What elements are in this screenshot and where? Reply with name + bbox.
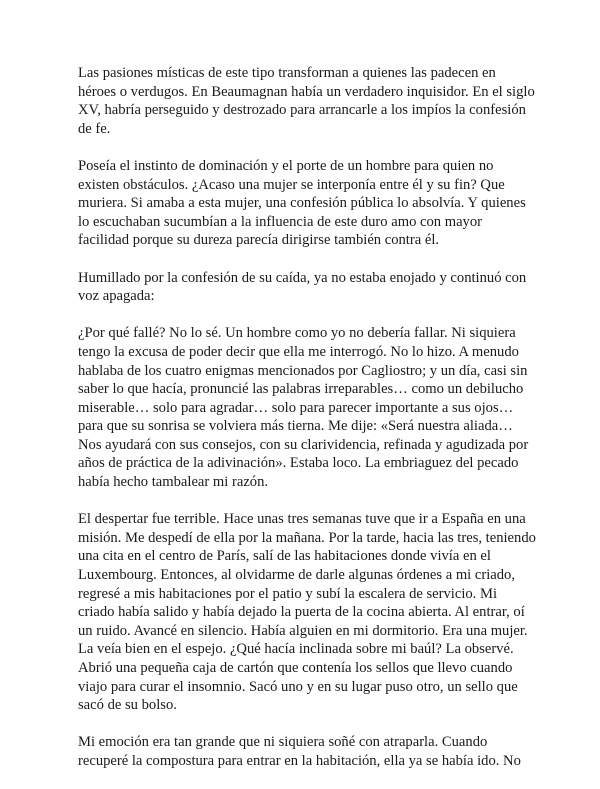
paragraph-5: El despertar fue terrible. Hace unas tres semanas tuve que ir a España en una misión. Me despedí de ella por la mañana. Por la tarde, hacia las tres, teniendo una cita en el centro de París, salí de las habitaciones donde vivía en el Luxembourg. Entonces, al olvidarme de darle algunas órdenes a mi criado, regresé a mis habitaciones por el patio y subí la escalera de servicio. Mi criado había salido y había dejado la puerta de la cocina abierta. Al entrar, oí un ruido. Avancé en silencio. Había alguien en mi dormitorio. Era una mujer. La veía bien en el espejo. ¿Qué hacía inclinada sobre mi baúl? La observé. Abrió una pequeña caja de cartón que contenía los sellos que llevo cuando viajo para curar el insomnio. Sacó uno y en su lugar puso otro, un sello que sacó de su bolso. xyxy=(78,511,536,714)
paragraph-3: Humillado por la confesión de su caída, ya no estaba enojado y continuó con voz apagada: xyxy=(78,269,527,305)
paragraph-2: Poseía el instinto de dominación y el porte de un hombre para quien no existen obstáculos. ¿Acaso una mujer se interponía entre él y su fin? Que muriera. Si amaba a esta mujer, una confesión pública lo absolvía. Y quienes lo escuchaban sucumbían a la influencia de este duro amo con mayor facilidad porque su dureza parecía dirigirse también contra él. xyxy=(78,157,526,249)
paragraph-4: ¿Por qué fallé? No lo sé. Un hombre como yo no debería fallar. Ni siquiera tengo la excusa de poder decir que ella me interrogó. No lo hizo. A menudo hablaba de los cuatro enigmas mencionados por Cagliostro; y un día, casi sin saber lo que hacía, pronuncié las palabras irreparables… como un debilucho miserable… solo para agradar… solo para parecer importante a sus ojos… para que su sonrisa se volviera más tierna. Me dije: «Será nuestra aliada… Nos ayudará con sus consejos, con su clarividencia, refinada y agudizada por años de práctica de la adivinación». Estaba loco. La embriaguez del pecado había hecho tambalear mi razón. xyxy=(78,325,529,491)
paragraph-1: Las pasiones místicas de este tipo transforman a quienes las padecen en héroes o verdugos. En Beaumagnan había un verdadero inquisidor. En el siglo XV, habría perseguido y destrozado para arrancarle a los impíos la confesión de fe. xyxy=(78,65,535,137)
paragraph-6: Mi emoción era tan grande que ni siquiera soñé con atraparla. Cuando recuperé la compostura para entrar en la habitación, ella ya se había ido. No xyxy=(78,734,521,769)
document-page xyxy=(78,64,536,789)
